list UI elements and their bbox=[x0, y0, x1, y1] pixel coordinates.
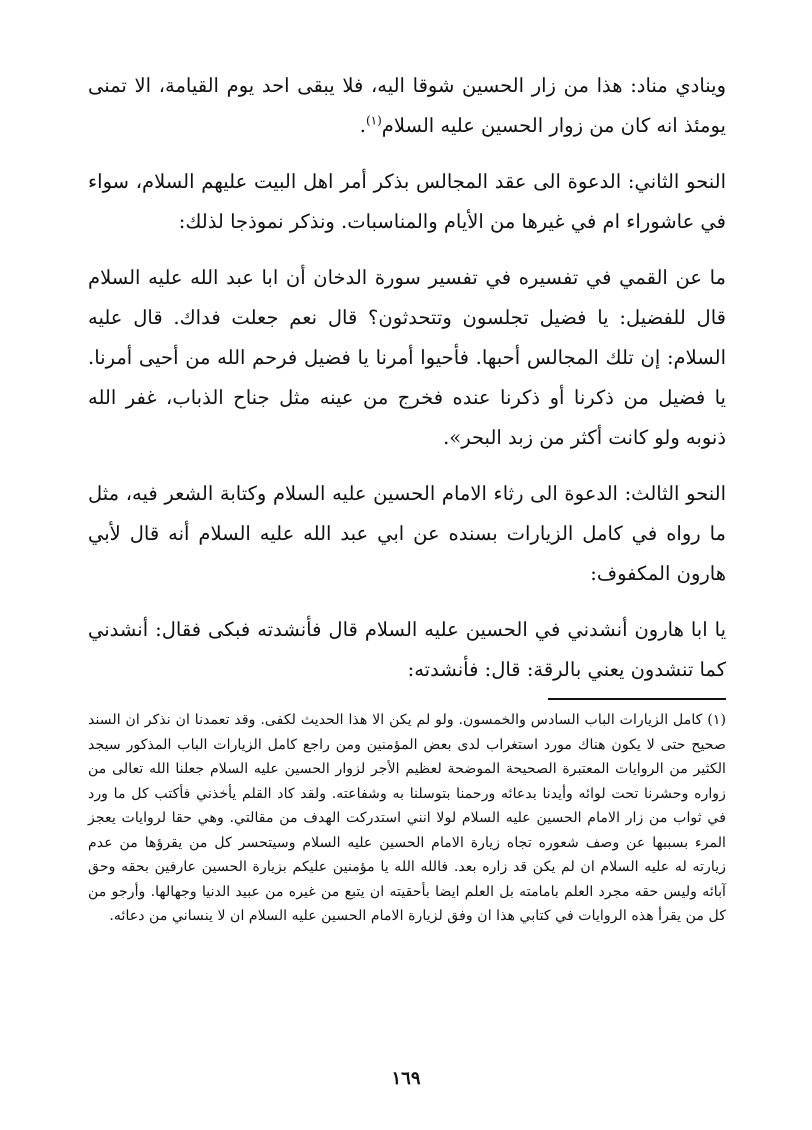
footnote-reference: (١) bbox=[365, 113, 382, 128]
paragraph-3: ما عن القمي في تفسيره في تفسير سورة الدخان أن ابا عبد الله عليه السلام قال للفضيل: يا فضيل تجلسون وتتحدثون؟ قال نعم جعلت فداك. قال عليه السلام: إن تلك المجالس أحبها. فأحيوا أمرنا يا فضيل فرحم الله من أحيى أمرنا. يا فضيل من ذكرنا أو ذكرنا عنده فخرج من عينه مثل جناح الذباب، غفر الله ذنوبه ولو كانت أكثر من زبد البحر». bbox=[88, 266, 726, 449]
paragraph-1-tail: . bbox=[359, 114, 366, 137]
footnote-separator bbox=[548, 698, 726, 700]
paragraph-1-text: وينادي مناد: هذا من زار الحسين شوقا اليه، فلا يبقى احد يوم القيامة، الا تمنى يومئذ انه كان من زوار الحسين عليه السلام bbox=[88, 74, 726, 137]
paragraph-5: يا ابا هارون أنشدني في الحسين عليه السلام قال فأنشدته فبكى فقال: أنشدني كما تنشدون يعني بالرقة: قال: فأنشدته: bbox=[88, 618, 726, 681]
paragraph-2: النحو الثاني: الدعوة الى عقد المجالس بذكر أمر اهل البيت عليهم السلام، سواء في عاشوراء ام في غيرها من الأيام والمناسبات. ونذكر نموذجا لذلك: bbox=[88, 170, 726, 233]
main-text bbox=[88, 66, 726, 690]
footnote: (١) كامل الزيارات الباب السادس والخمسون. ولو لم يكن الا هذا الحديث لكفى. وقد تعمدنا ان نذكر ان السند صحيح حتى لا يكون هناك مورد استغراب لدى بعض المؤمنين ومن راجع كامل الزيارات الباب المذكور سيجد الكثير من الروايات المعتبرة الصحيحة الموضحة لعظيم الأجر لزوار الحسين عليه السلام جعلنا الله تعالى من زواره وحشرنا تحت لوائه وأيدنا بدعائه ورحمنا بتوسلنا به وشفاعته. ولقد كاد القلم يأخذني فأكتب كل ما ورد في ثواب من زار الامام الحسين عليه السلام لولا انني استدركت الهدف من مقالتي. وهي حقا لروايات يعجز المرء بسببها عن وصف شعوره تجاه زيارة الامام الحسين عليه السلام وسيتحسر كل من يقرؤها من عدم زيارته له عليه السلام ان لم يكن قد زاره بعد. فالله الله يا مؤمنين عليكم بزيارة الحسين عارفين بحقه وحق آبائه وليس حقه مجرد العلم بامامته بل العلم ايضا بأحقيته ان يتبع من غيره من عبيد الدنيا وجهالها. وأرجو من كل من يقرأ هذه الروايات في كتابي هذا ان وفق لزيارة الامام الحسين عليه السلام ان لا ينساني من دعائه. bbox=[88, 712, 726, 924]
paragraph-4: النحو الثالث: الدعوة الى رثاء الامام الحسين عليه السلام وكتابة الشعر فيه، مثل ما رواه في كامل الزيارات بسنده عن ابي عبد الله عليه السلام أنه قال لأبي هارون المكفوف: bbox=[88, 482, 726, 585]
page-number: ١٦٩ bbox=[391, 1068, 421, 1089]
paragraph-1 bbox=[88, 66, 726, 146]
